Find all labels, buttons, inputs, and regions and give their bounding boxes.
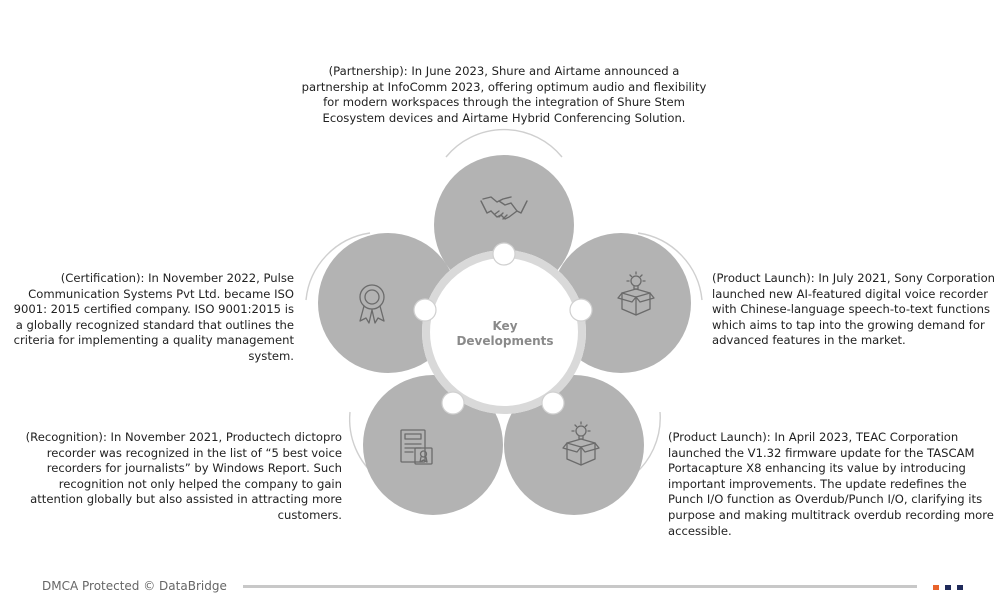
product-launch-teac-description: (Product Launch): In April 2023, TEAC Corporation launched the V1.32 firmware update for the TASCAM Portacapture X8 enhancing its value by introducing important improvements. The update redefines the Punch I/O function as Overdub/Punch I/O, clarifying its purpose and making multitrack overdub recording more accessible. [668,430,994,538]
outer-arc-top [446,130,562,157]
center-title-line2: Developments [456,334,554,348]
connector-dot-left [414,299,436,321]
recognition-description: (Recognition): In November 2021, Productech dictopro recorder was recognized in the list of “5 best voice recorders for journalists” by Windows Report. Such recognition not only helped the company to gain attention globally but also assisted in attracting more customers. [25,430,342,522]
footer-accent-square-orange [933,585,939,590]
footer-accent-square-navy [957,585,963,590]
partnership-description: (Partnership): In June 2023, Shure and Airtame announced a partnership at InfoComm 2023, offering optimum audio and flexibility for modern workspaces through the integration of Shure Stem Ecosystem devices and Airtame Hybrid Conferencing Solution. [301,64,707,125]
connector-dot-right [570,299,592,321]
connector-dot-bottom-left [442,392,464,414]
center-title-line1: Key [492,319,518,333]
certification-description: (Certification): In November 2022, Pulse Communication Systems Pvt Ltd. became ISO 9001: 2015 certified company. ISO 9001:2015 is a globally recognized standard that outlines the criteria for implementing a quality management system. [13,271,294,363]
connector-dot-top [493,243,515,265]
product-launch-sony-description: (Product Launch): In July 2021, Sony Corporation launched new AI-featured digital voice recorder with Chinese-language speech-to-text functions which aims to tap into the growing demand for advanced features in the market. [712,271,996,348]
connector-dot-bottom-right [542,392,564,414]
footer-accent-square-navy [945,585,951,590]
footer-divider [243,585,917,588]
footer-copyright: DMCA Protected © DataBridge [42,579,227,593]
